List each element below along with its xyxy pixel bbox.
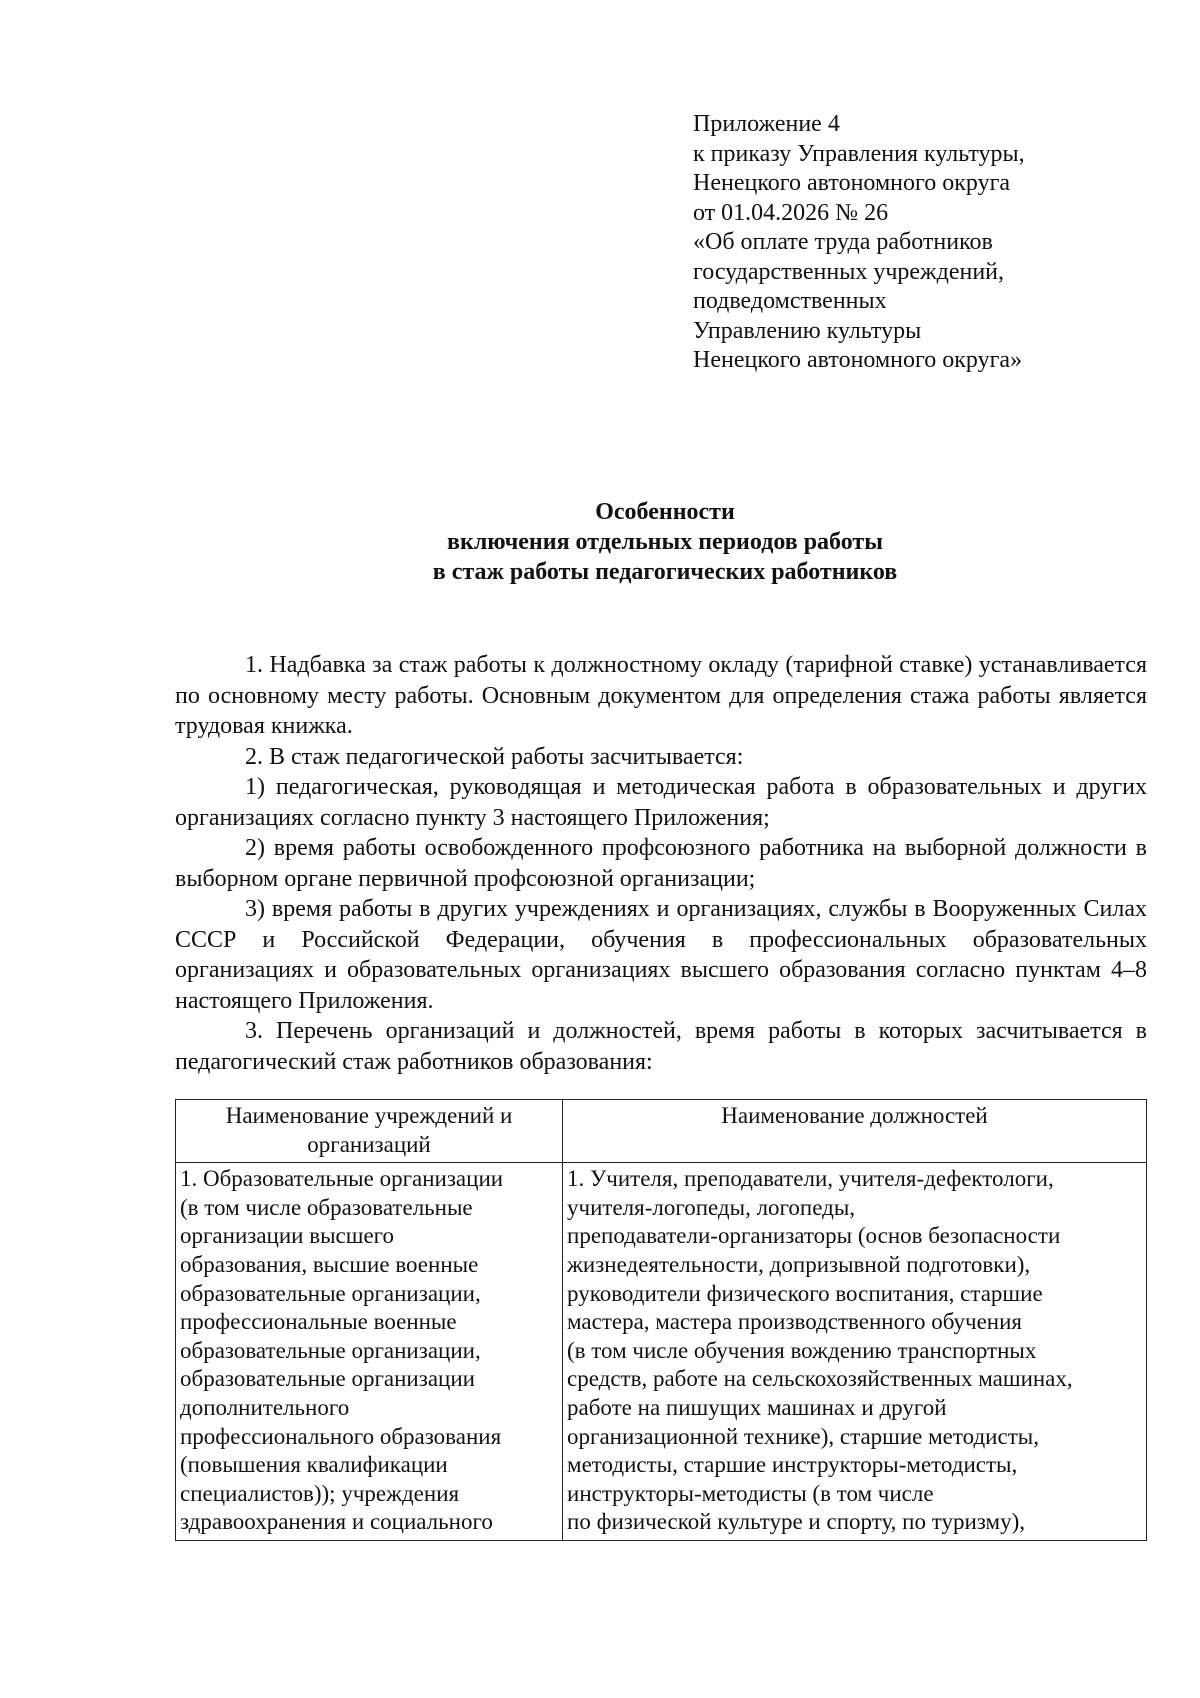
cell-line: образовательные организации: [180, 1366, 475, 1392]
cell-line: образования, высшие военные: [180, 1251, 479, 1277]
cell-line: работе на пишущих машинах и другой: [567, 1394, 947, 1420]
column-header-positions: Наименование должностей: [563, 1100, 1147, 1163]
appendix-line: государственных учреждений,: [693, 258, 1005, 285]
organizations-cell: [176, 1163, 563, 1541]
title-line: в стаж работы педагогических работников: [432, 559, 898, 585]
cell-line: учителя-логопеды, логопеды,: [567, 1194, 856, 1220]
cell-line: 1. Учителя, преподаватели, учителя-дефектологи,: [567, 1166, 1054, 1192]
organizations-table: [175, 1099, 1147, 1541]
title-line: включения отдельных периодов работы: [447, 529, 883, 555]
cell-line: руководители физического воспитания, старшие: [567, 1280, 1043, 1306]
appendix-line: от 01.04.2026 № 26: [693, 199, 889, 226]
appendix-line: Управлению культуры: [693, 317, 922, 344]
appendix-line: «Об оплате труда работников: [693, 229, 993, 255]
appendix-line: Приложение 4: [693, 111, 840, 137]
cell-line: жизнедеятельности, допризывной подготовки),: [567, 1251, 1031, 1277]
cell-line: организационной технике), старшие методисты,: [567, 1423, 1039, 1449]
appendix-header: [693, 110, 1163, 376]
cell-line: (в том числе обучения вождению транспортных: [567, 1337, 1037, 1363]
cell-line: профессионального образования: [180, 1423, 502, 1449]
table-header-row: [176, 1100, 1147, 1163]
paragraph-2-item-2: 2) время работы освобожденного профсоюзного работника на выборной должности в выборном органе первичной профсоюзной организации;: [175, 835, 1147, 892]
cell-line: дополнительного: [180, 1394, 350, 1420]
appendix-line: подведомственных: [693, 288, 887, 314]
appendix-line: Ненецкого автономного округа: [693, 170, 1011, 196]
cell-line: образовательные организации,: [180, 1280, 481, 1306]
appendix-line: к приказу Управления культуры,: [693, 140, 1025, 167]
cell-line: инструкторы-методисты (в том числе: [567, 1480, 934, 1506]
table-row: [176, 1163, 1147, 1541]
paragraph-2-item-1: 1) педагогическая, руководящая и методическая работа в образовательных и других организациях согласно пункту 3 настоящего Приложения;: [175, 774, 1147, 831]
document-body: [175, 650, 1147, 1077]
cell-line: образовательные организации,: [180, 1337, 481, 1363]
cell-line: (в том числе образовательные: [180, 1194, 473, 1220]
cell-line: здравоохранения и социального: [180, 1509, 493, 1535]
paragraph-2-item-3: 3) время работы в других учреждениях и организациях, службы в Вооруженных Силах СССР и Российской Федерации, обучения в профессиональных образовательных организациях и образовательных организациях высшего образования согласно пунктам 4–8 настоящего Приложения.: [175, 896, 1147, 1014]
cell-line: преподаватели-организаторы (основ безопасности: [567, 1223, 1061, 1249]
cell-line: (повышения квалификации: [180, 1452, 448, 1478]
cell-line: организации высшего: [180, 1223, 395, 1249]
cell-line: средств, работе на сельскохозяйственных машинах,: [567, 1366, 1073, 1392]
paragraph-2: 2. В стаж педагогической работы засчитывается:: [245, 743, 744, 770]
title-line: Особенности: [595, 499, 735, 525]
cell-line: мастера, мастера производственного обучения: [567, 1309, 1022, 1335]
cell-line: методисты, старшие инструкторы-методисты,: [567, 1452, 1018, 1478]
cell-line: по физической культуре и спорту, по туризму),: [567, 1509, 1025, 1535]
positions-cell: [563, 1163, 1147, 1541]
document-title: [150, 497, 1180, 587]
column-header-organizations: Наименование учреждений и организаций: [176, 1100, 563, 1163]
paragraph-3: 3. Перечень организаций и должностей, время работы в которых засчитывается в педагогический стаж работников образования:: [175, 1018, 1147, 1075]
cell-line: профессиональные военные: [180, 1309, 457, 1335]
paragraph-1: 1. Надбавка за стаж работы к должностному окладу (тарифной ставке) устанавливается по основному месту работы. Основным документом для определения стажа работы является трудовая книжка.: [175, 652, 1147, 739]
appendix-line: Ненецкого автономного округа»: [693, 347, 1023, 373]
cell-line: специалистов)); учреждения: [180, 1480, 460, 1506]
cell-line: 1. Образовательные организации: [180, 1166, 504, 1192]
